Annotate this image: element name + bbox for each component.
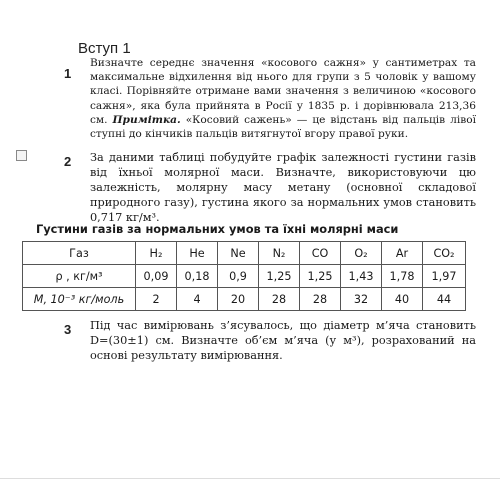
density-cell: 0,18 bbox=[177, 265, 218, 288]
density-cell: 1,25 bbox=[300, 265, 341, 288]
gas-cell: H₂ bbox=[136, 242, 177, 265]
gas-cell: Ne bbox=[218, 242, 259, 265]
bookmark-checkbox[interactable] bbox=[16, 150, 27, 161]
gas-cell: CO bbox=[300, 242, 341, 265]
molar-mass-cell: 40 bbox=[382, 288, 423, 311]
gas-cell: Ar bbox=[382, 242, 423, 265]
page-heading: Вступ 1 bbox=[78, 40, 131, 57]
task-1-note-label: Примітка. bbox=[112, 113, 181, 126]
gas-cell: He bbox=[177, 242, 218, 265]
task-3-number: 3 bbox=[64, 322, 72, 337]
molar-mass-cell: 20 bbox=[218, 288, 259, 311]
task-1-body: Визначте середнє значення «косового сажня» у сантиметрах та максимальне відхилення від нього для групи з 5 чоловік у вашому класі. Порівняйте отримане вами значення з величиною «косового сажня», яка була прийнята в Росії у 1835 р. і дорівнювала 213,36 см. bbox=[90, 57, 476, 126]
density-cell: 1,25 bbox=[259, 265, 300, 288]
molar-mass-cell: 4 bbox=[177, 288, 218, 311]
table-row-gas bbox=[23, 242, 466, 265]
density-cell: 0,09 bbox=[136, 265, 177, 288]
density-cell: 1,97 bbox=[423, 265, 466, 288]
gas-table bbox=[22, 241, 466, 311]
task-1-text bbox=[90, 56, 476, 141]
molar-mass-cell: 28 bbox=[300, 288, 341, 311]
molar-mass-cell: 2 bbox=[136, 288, 177, 311]
task-1-note-text: «Косовий сажень» — це відстань від пальців лівої ступні до кінчиків пальців витягнутої вгору правої руки. bbox=[90, 113, 476, 141]
gas-header-label: Газ bbox=[23, 242, 136, 265]
table-title: Густини газів за нормальних умов та їхні молярні маси bbox=[36, 222, 399, 236]
table-row-molar-mass bbox=[23, 288, 466, 311]
density-cell: 1,43 bbox=[341, 265, 382, 288]
molar-mass-cell: 44 bbox=[423, 288, 466, 311]
density-label: ρ , кг/м³ bbox=[23, 265, 136, 288]
molar-mass-cell: 32 bbox=[341, 288, 382, 311]
task-1-number: 1 bbox=[64, 66, 72, 81]
task-3-text: Під час вимірювань з’ясувалось, що діаметр м’яча становить D=(30±1) см. Визначте об’єм м’яча (у м³), розрахований на основі результату вимірювання. bbox=[90, 319, 476, 362]
molar-mass-cell: 28 bbox=[259, 288, 300, 311]
molar-mass-label: M, 10⁻³ кг/моль bbox=[23, 288, 136, 311]
page-edge-divider bbox=[0, 478, 500, 479]
density-cell: 0,9 bbox=[218, 265, 259, 288]
gas-cell: O₂ bbox=[341, 242, 382, 265]
density-cell: 1,78 bbox=[382, 265, 423, 288]
gas-cell: N₂ bbox=[259, 242, 300, 265]
table-row-density bbox=[23, 265, 466, 288]
task-2-text: За даними таблиці побудуйте графік залежності густини газів від їхньої молярної маси. Визначте, використовуючи цю залежність, молярну масу метану (основної складової природного газу), густина якого за нормальних умов становить 0,717 кг/м³. bbox=[90, 151, 476, 224]
task-2-number: 2 bbox=[64, 154, 72, 169]
gas-cell: CO₂ bbox=[423, 242, 466, 265]
